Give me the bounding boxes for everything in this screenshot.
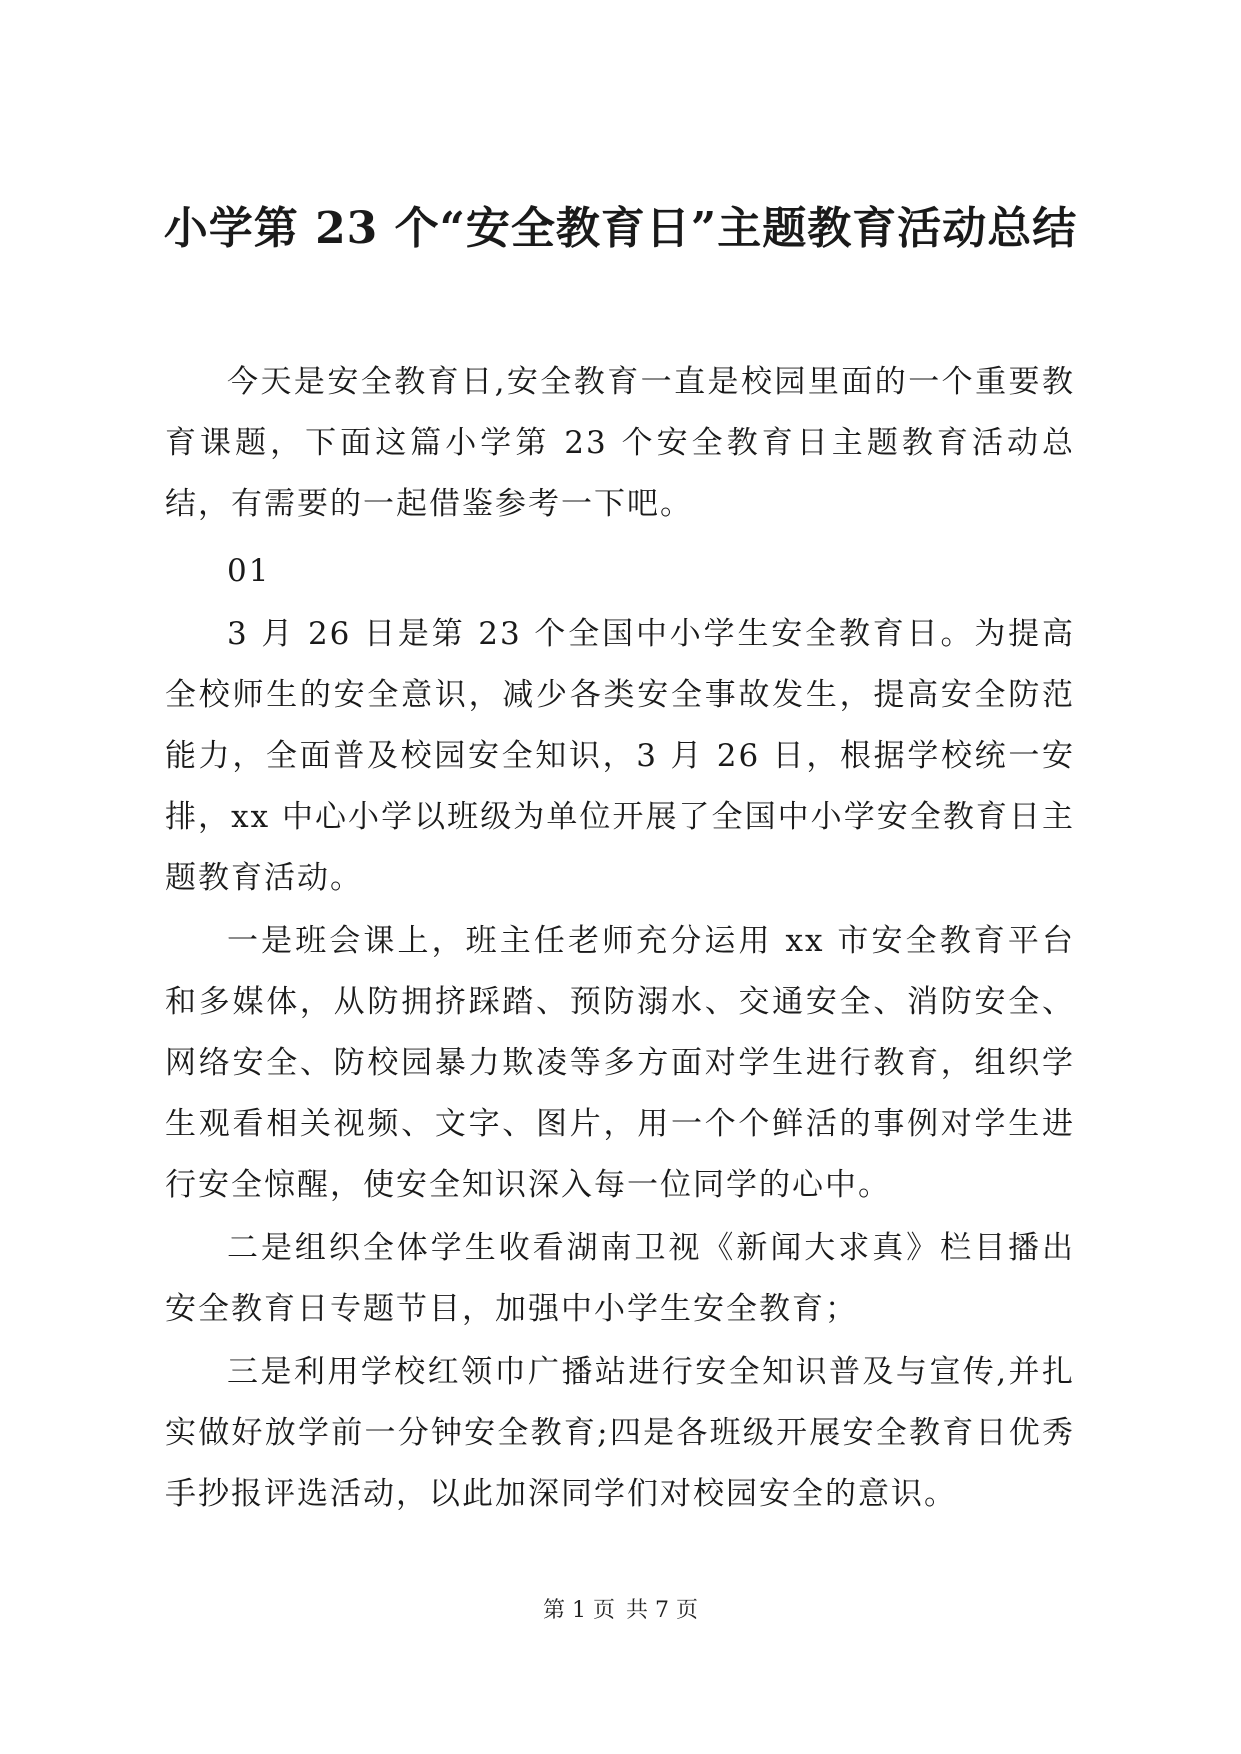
page-number: 第 1 页: [543, 1598, 615, 1623]
body-paragraph: 一是班会课上，班主任老师充分运用 xx 市安全教育平台和多媒体，从防拥挤踩踏、预防溺水、交通安全、消防安全、网络安全、防校园暴力欺凌等多方面对学生进行教育，组织学生观看相关视频、文字、图片，用一个个鲜活的事例对学生进行安全惊醒，使安全知识深入每一位同学的心中。: [165, 923, 1075, 1203]
document-body: [165, 352, 1075, 1527]
body-paragraph: 二是组织全体学生收看湖南卫视《新闻大求真》栏目播出安全教育日专题节目，加强中小学生安全教育；: [165, 1230, 1075, 1327]
section-number: 01: [227, 553, 271, 589]
page-footer: [0, 1596, 1241, 1626]
document-title: 小学第 23 个“安全教育日”主题教育活动总结: [163, 203, 1078, 254]
body-paragraph: 三是利用学校红领巾广播站进行安全知识普及与宣传,并扎实做好放学前一分钟安全教育;四是各班级开展安全教育日优秀手抄报评选活动，以此加深同学们对校园安全的意识。: [165, 1354, 1075, 1512]
body-paragraph: 3 月 26 日是第 23 个全国中小学生安全教育日。为提高全校师生的安全意识，减少各类安全事故发生，提高安全防范能力，全面普及校园安全知识，3 月 26 日，根据学校统一安排，xx 中心小学以班级为单位开展了全国中小学安全教育日主题教育活动。: [165, 616, 1075, 896]
intro-paragraph: 今天是安全教育日,安全教育一直是校园里面的一个重要教育课题，下面这篇小学第 23 个安全教育日主题教育活动总结，有需要的一起借鉴参考一下吧。: [165, 364, 1075, 522]
page-total: 共 7 页: [626, 1598, 698, 1623]
